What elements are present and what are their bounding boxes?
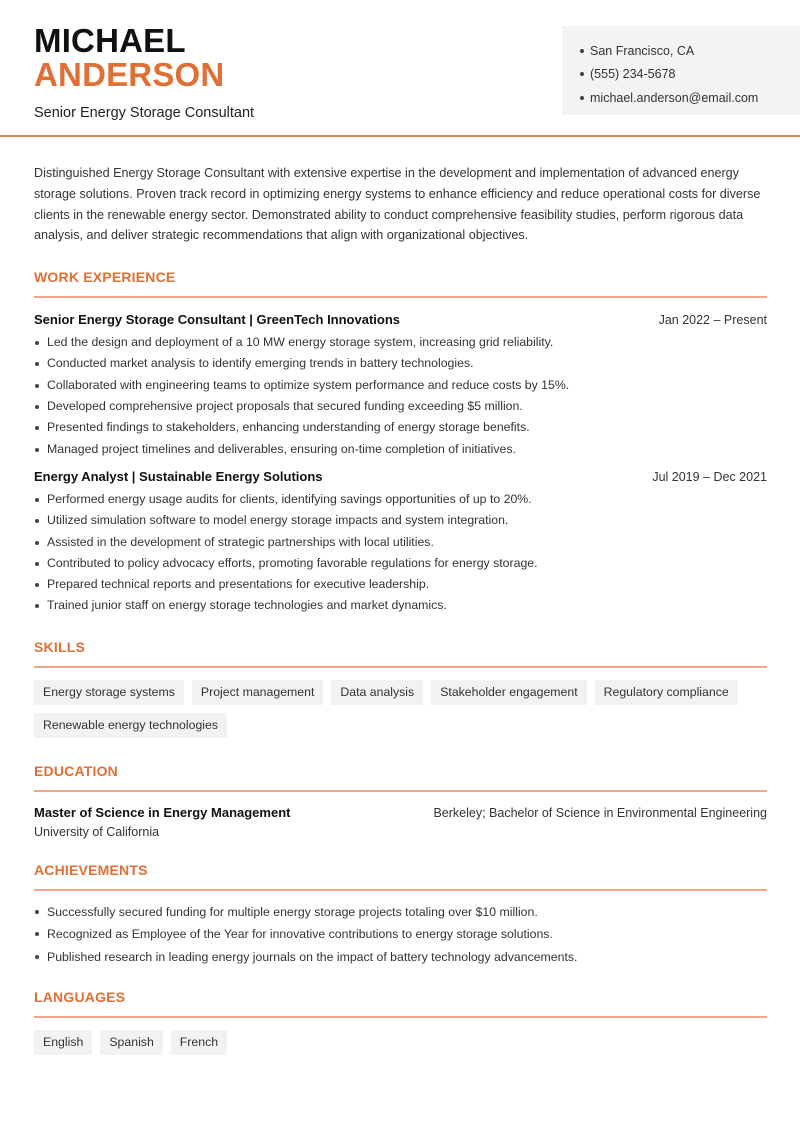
contact-box [562, 26, 800, 115]
list-item: Successfully secured funding for multiple energy storage projects totaling over $10 million. [34, 901, 767, 924]
section-divider [34, 889, 767, 891]
achievements-list [34, 901, 767, 969]
name-block [34, 24, 254, 121]
phone-text: (555) 234-5678 [590, 67, 676, 82]
section-title: WORK EXPERIENCE [34, 269, 176, 286]
skill-tag: Stakeholder engagement [431, 680, 586, 705]
list-item: Published research in leading energy journals on the impact of battery technology advancements. [34, 946, 767, 969]
section-title: ACHIEVEMENTS [34, 861, 148, 878]
bullet-icon [580, 72, 584, 76]
section-divider [34, 666, 767, 668]
job-role: Senior Energy Storage Consultant | GreenTech Innovations [34, 312, 401, 328]
list-item: Performed energy usage audits for clients, identifying savings opportunities of up to 20%. [34, 489, 767, 510]
degree: Master of Science in Energy Management [34, 804, 291, 820]
section-divider [34, 1016, 767, 1018]
job-entry [34, 312, 767, 460]
section-skills [34, 639, 767, 738]
section-education [34, 763, 767, 839]
job-dates: Jul 2019 – Dec 2021 [652, 469, 767, 484]
job-header [34, 469, 767, 484]
resume-body [34, 137, 767, 1055]
contact-phone [580, 63, 800, 87]
section-title: SKILLS [34, 638, 85, 655]
last-name: ANDERSON [34, 56, 225, 93]
list-item: Trained junior staff on energy storage technologies and market dynamics. [34, 595, 767, 616]
language-tag: Spanish [100, 1030, 162, 1055]
job-role: Energy Analyst | Sustainable Energy Solutions [34, 468, 323, 484]
list-item: Presented findings to stakeholders, enhancing understanding of energy storage benefits. [34, 417, 767, 438]
section-languages [34, 989, 767, 1055]
skills-tags [34, 680, 767, 738]
job-dates: Jan 2022 – Present [658, 313, 767, 328]
list-item: Assisted in the development of strategic partnerships with local utilities. [34, 532, 767, 553]
job-title: Senior Energy Storage Consultant [34, 105, 255, 121]
list-item: Conducted market analysis to identify emerging trends in battery technologies. [34, 353, 767, 374]
first-name: MICHAEL [34, 22, 186, 59]
language-tag: French [171, 1030, 227, 1055]
contact-location [580, 39, 800, 63]
bullet-icon [580, 96, 584, 100]
summary: Distinguished Energy Storage Consultant with extensive expertise in the development and implementation of advanced energy storage solutions. Proven track record in optimizing energy systems to enhance efficiency and reduce operational costs for diverse clients in the renewable energy sector. Demonstrated ability to conduct comprehensive feasibility studies, perform rigorous data analysis, and deliver strategic recommendations that align with organizational objectives. [34, 166, 761, 243]
skill-tag: Regulatory compliance [595, 680, 738, 705]
list-item: Utilized simulation software to model energy storage impacts and system integration. [34, 510, 767, 531]
section-achievements [34, 862, 767, 969]
contact-email[interactable] [580, 86, 800, 110]
education-detail: Berkeley; Bachelor of Science in Environmental Engineering [433, 805, 767, 820]
job-entry [34, 469, 767, 617]
list-item: Contributed to policy advocacy efforts, promoting favorable regulations for energy storage. [34, 553, 767, 574]
skill-tag: Data analysis [331, 680, 423, 705]
email-link[interactable]: michael.anderson@email.com [590, 90, 759, 105]
school: University of California [34, 824, 160, 839]
section-work-experience [34, 269, 767, 617]
list-item: Recognized as Employee of the Year for innovative contributions to energy storage solutions. [34, 923, 767, 946]
section-divider [34, 296, 767, 298]
language-tag: English [34, 1030, 92, 1055]
section-divider [34, 790, 767, 792]
skill-tag: Energy storage systems [34, 680, 184, 705]
resume-header [0, 0, 800, 137]
list-item: Prepared technical reports and presentations for executive leadership. [34, 574, 767, 595]
list-item: Managed project timelines and deliverables, ensuring on-time completion of initiatives. [34, 439, 767, 460]
section-title: EDUCATION [34, 762, 118, 779]
list-item: Collaborated with engineering teams to optimize system performance and reduce costs by 15%. [34, 375, 767, 396]
bullet-icon [580, 49, 584, 53]
skill-tag: Renewable energy technologies [34, 713, 227, 738]
job-bullets [34, 332, 767, 460]
location-text: San Francisco, CA [590, 43, 695, 58]
list-item: Led the design and deployment of a 10 MW energy storage system, increasing grid reliability. [34, 332, 767, 353]
education-entry [34, 805, 767, 820]
job-bullets [34, 489, 767, 617]
section-title: LANGUAGES [34, 989, 126, 1006]
list-item: Developed comprehensive project proposals that secured funding exceeding $5 million. [34, 396, 767, 417]
language-tags [34, 1030, 767, 1055]
skill-tag: Project management [192, 680, 323, 705]
job-header [34, 312, 767, 327]
